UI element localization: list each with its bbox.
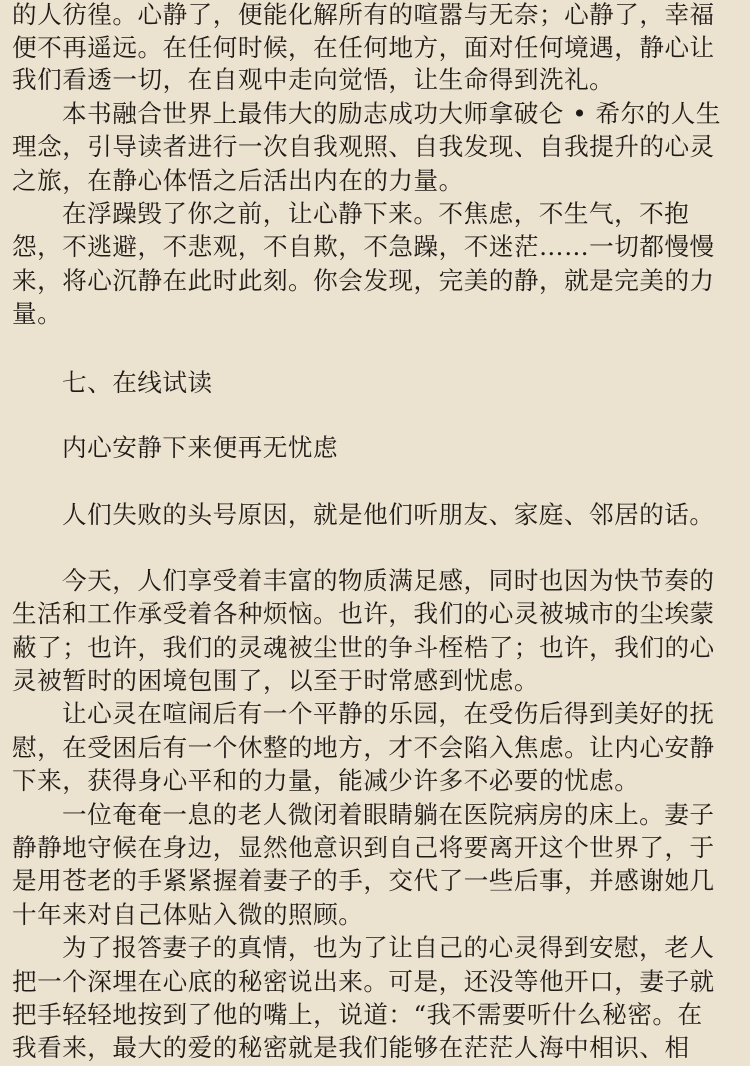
text-line: 便不再遥远。在任何时候，在任何地方，面对任何境遇，静心让 <box>12 33 715 62</box>
text-line: 我们看透一切，在自观中走向觉悟，让生命得到洗礼。 <box>12 65 615 94</box>
text-line: 量。 <box>12 299 63 328</box>
text-line: 把一个深埋在心底的秘密说出来。可是，还没等他开口，妻子就 <box>12 967 715 996</box>
text-line: 来，将心沉静在此时此刻。你会发现，完美的静，就是完美的力 <box>12 266 715 295</box>
text-line: 十年来对自己体贴入微的照顾。 <box>12 900 364 929</box>
article-title: 内心安静下来便再无忧虑 <box>62 433 339 462</box>
text-line: 理念，引导读者进行一次自我观照、自我发现、自我提升的心灵 <box>12 132 715 161</box>
text-line: 一位奄奄一息的老人微闭着眼睛躺在医院病房的床上。妻子 <box>62 800 715 829</box>
text-line: 蔽了；也许，我们的灵魂被尘世的争斗桎梏了；也许，我们的心 <box>12 633 715 662</box>
text-line: 让心灵在喧闹后有一个平静的乐园，在受伤后得到美好的抚 <box>62 699 715 728</box>
text-line: 生活和工作承受着各种烦恼。也许，我们的心灵被城市的尘埃蒙 <box>12 599 715 628</box>
text-line: 之旅，在静心体悟之后活出内在的力量。 <box>12 166 464 195</box>
text-line: 下来，获得身心平和的力量，能减少许多不必要的忧虑。 <box>12 766 640 795</box>
text-line: 怨，不逃避，不悲观，不自欺，不急躁，不迷茫……一切都慢慢 <box>12 232 715 261</box>
text-line: 我看来，最大的爱的秘密就是我们能够在茫茫人海中相识、相 <box>12 1033 690 1062</box>
section-heading: 七、在线试读 <box>62 368 213 397</box>
text-line: 灵被暂时的困境包围了，以至于时常感到忧虑。 <box>12 666 539 695</box>
text-line: 今天，人们享受着丰富的物质满足感，同时也因为快节奏的 <box>62 566 715 595</box>
quote-line: 人们失败的头号原因，就是他们听朋友、家庭、邻居的话。 <box>62 500 715 529</box>
text-line: 的人彷徨。心静了，便能化解所有的喧嚣与无奈；心静了，幸福 <box>12 0 715 29</box>
text-line: 本书融合世界上最伟大的励志成功大师拿破仑 • 希尔的人生 <box>62 99 721 128</box>
text-line: 慰，在受困后有一个休整的地方，才不会陷入焦虑。让内心安静 <box>12 733 715 762</box>
text-line: 静静地守候在身边，显然他意识到自己将要离开这个世界了，于 <box>12 833 715 862</box>
text-line: 为了报答妻子的真情，也为了让自己的心灵得到安慰，老人 <box>62 933 715 962</box>
text-line: 把手轻轻地按到了他的嘴上，说道：“我不需要听什么秘密。在 <box>12 1000 703 1029</box>
text-line: 在浮躁毁了你之前，让心静下来。不焦虑，不生气，不抱 <box>62 199 690 228</box>
text-line: 是用苍老的手紧紧握着妻子的手，交代了一些后事，并感谢她几 <box>12 866 715 895</box>
